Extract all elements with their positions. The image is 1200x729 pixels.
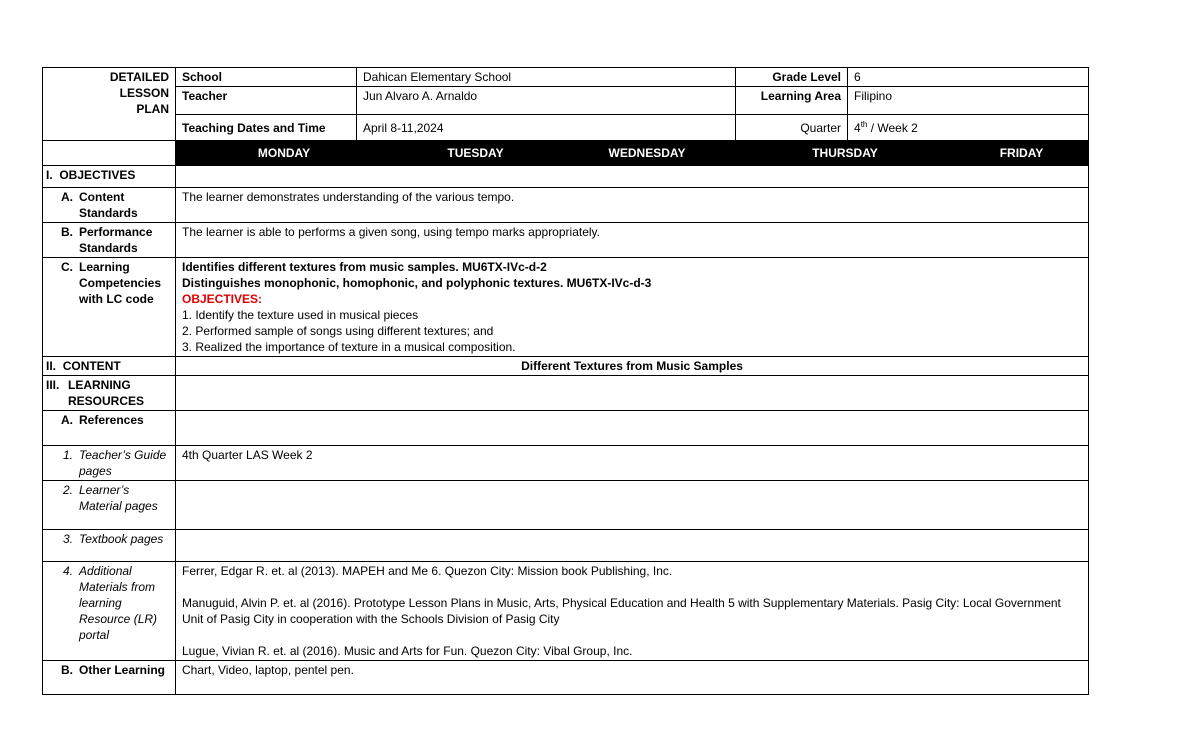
title-line: DETAILED (109, 70, 169, 84)
learning-competencies-label (43, 258, 176, 357)
objectives-blank (176, 166, 1089, 188)
item-label: Performance Standards (79, 225, 153, 255)
teacher-label: Teacher (176, 87, 357, 115)
teachers-guide-label (43, 446, 176, 481)
item-label: Learning Competencies with LC code (79, 260, 162, 306)
learning-resources-blank (176, 376, 1089, 411)
grade-level-label: Grade Level (736, 68, 848, 87)
lesson-plan-document (42, 67, 1088, 695)
day-wednesday: WEDNESDAY (559, 141, 736, 166)
teaching-dates-label: Teaching Dates and Time (176, 115, 357, 141)
objective-1: 1. Identify the texture used in musical pieces (182, 308, 419, 322)
day-friday: FRIDAY (955, 141, 1089, 166)
item-number: 4. (62, 564, 73, 578)
school-label: School (176, 68, 357, 87)
content-standards-label (43, 188, 176, 223)
reference-1: Ferrer, Edgar R. et. al (2013). MAPEH and Me 6. Quezon City: Mission book Publishing, Inc. (182, 564, 673, 578)
day-tuesday: TUESDAY (393, 141, 559, 166)
content-standards-text: The learner demonstrates understanding of the various tempo. (176, 188, 1089, 223)
quarter-number: 4 (854, 120, 861, 135)
item-letter: A. (61, 413, 73, 427)
learning-area-label: Learning Area (736, 87, 848, 115)
quarter-label: Quarter (736, 115, 848, 141)
objectives-subheading: OBJECTIVES: (182, 292, 263, 306)
section-title: CONTENT (62, 359, 121, 373)
section-title: OBJECTIVES (59, 168, 136, 182)
learners-material-label (43, 481, 176, 530)
performance-standards-text: The learner is able to performs a given song, using tempo marks appropriately. (176, 223, 1089, 258)
grade-level-value: 6 (848, 68, 1089, 87)
other-learning-label (43, 661, 176, 695)
item-letter: C. (61, 260, 73, 274)
learning-resources-heading (43, 376, 176, 411)
days-row-blank (43, 141, 176, 166)
learning-area-value: Filipino (848, 87, 1089, 115)
item-label: Textbook pages (79, 532, 164, 546)
school-value: Dahican Elementary School (357, 68, 736, 87)
reference-2: Manuguid, Alvin P. et. al (2016). Prototype Lesson Plans in Music, Arts, Physical Education and Health 5 with Supplementary Materials. Pasig City: Local Government Unit of Pasig City in cooperation with the Schools Division of Pasig City (182, 596, 1061, 626)
competency-2: Distinguishes monophonic, homophonic, and polyphonic textures. MU6TX-IVc-d-3 (182, 276, 652, 290)
teaching-dates-value: April 8-11,2024 (357, 115, 736, 141)
item-letter: A. (61, 190, 73, 204)
other-learning-value: Chart, Video, laptop, pentel pen. (176, 661, 1089, 695)
item-letter: B. (61, 225, 73, 239)
performance-standards-label (43, 223, 176, 258)
content-value: Different Textures from Music Samples (176, 357, 1089, 376)
quarter-week: / Week 2 (867, 120, 918, 135)
objectives-heading (43, 166, 176, 188)
quarter-value (848, 115, 1089, 141)
additional-materials-label (43, 562, 176, 661)
item-number: 2. (62, 483, 73, 497)
day-monday: MONDAY (176, 141, 393, 166)
content-heading (43, 357, 176, 376)
teacher-value: Jun Alvaro A. Arnaldo (357, 87, 736, 115)
section-number: III. (46, 378, 60, 392)
item-letter: B. (61, 663, 73, 677)
item-label: Learner’s Material pages (79, 483, 158, 513)
day-thursday: THURSDAY (736, 141, 955, 166)
reference-3: Lugue, Vivian R. et. al (2016). Music and Arts for Fun. Quezon City: Vibal Group, Inc. (182, 644, 633, 658)
title-line: PLAN (136, 102, 169, 116)
objective-2: 2. Performed sample of songs using different textures; and (182, 324, 494, 338)
section-title: LEARNING RESOURCES (68, 378, 145, 408)
additional-materials-text (176, 562, 1089, 661)
title-line: LESSON (119, 86, 169, 100)
section-number: I. (46, 168, 53, 182)
textbook-label (43, 530, 176, 562)
item-label: Additional Materials from learning Resource (LR) portal (79, 564, 158, 642)
teachers-guide-value: 4th Quarter LAS Week 2 (176, 446, 1089, 481)
item-label: Other Learning (79, 663, 166, 677)
item-label: References (79, 413, 144, 427)
references-label (43, 411, 176, 446)
quarter-suffix: th (860, 119, 868, 129)
item-number: 1. (62, 448, 73, 462)
item-number: 3. (62, 532, 73, 546)
document-title (43, 68, 176, 141)
item-label: Teacher’s Guide pages (79, 448, 167, 478)
objective-3: 3. Realized the importance of texture in a musical composition. (182, 340, 516, 354)
section-number: II. (46, 359, 57, 373)
references-blank (176, 411, 1089, 446)
competency-1: Identifies different textures from music samples. MU6TX-IVc-d-2 (182, 260, 547, 274)
textbook-blank (176, 530, 1089, 562)
learning-competencies-text (176, 258, 1089, 357)
learners-material-blank (176, 481, 1089, 530)
lesson-plan-table (42, 67, 1089, 695)
item-label: Content Standards (79, 190, 138, 220)
